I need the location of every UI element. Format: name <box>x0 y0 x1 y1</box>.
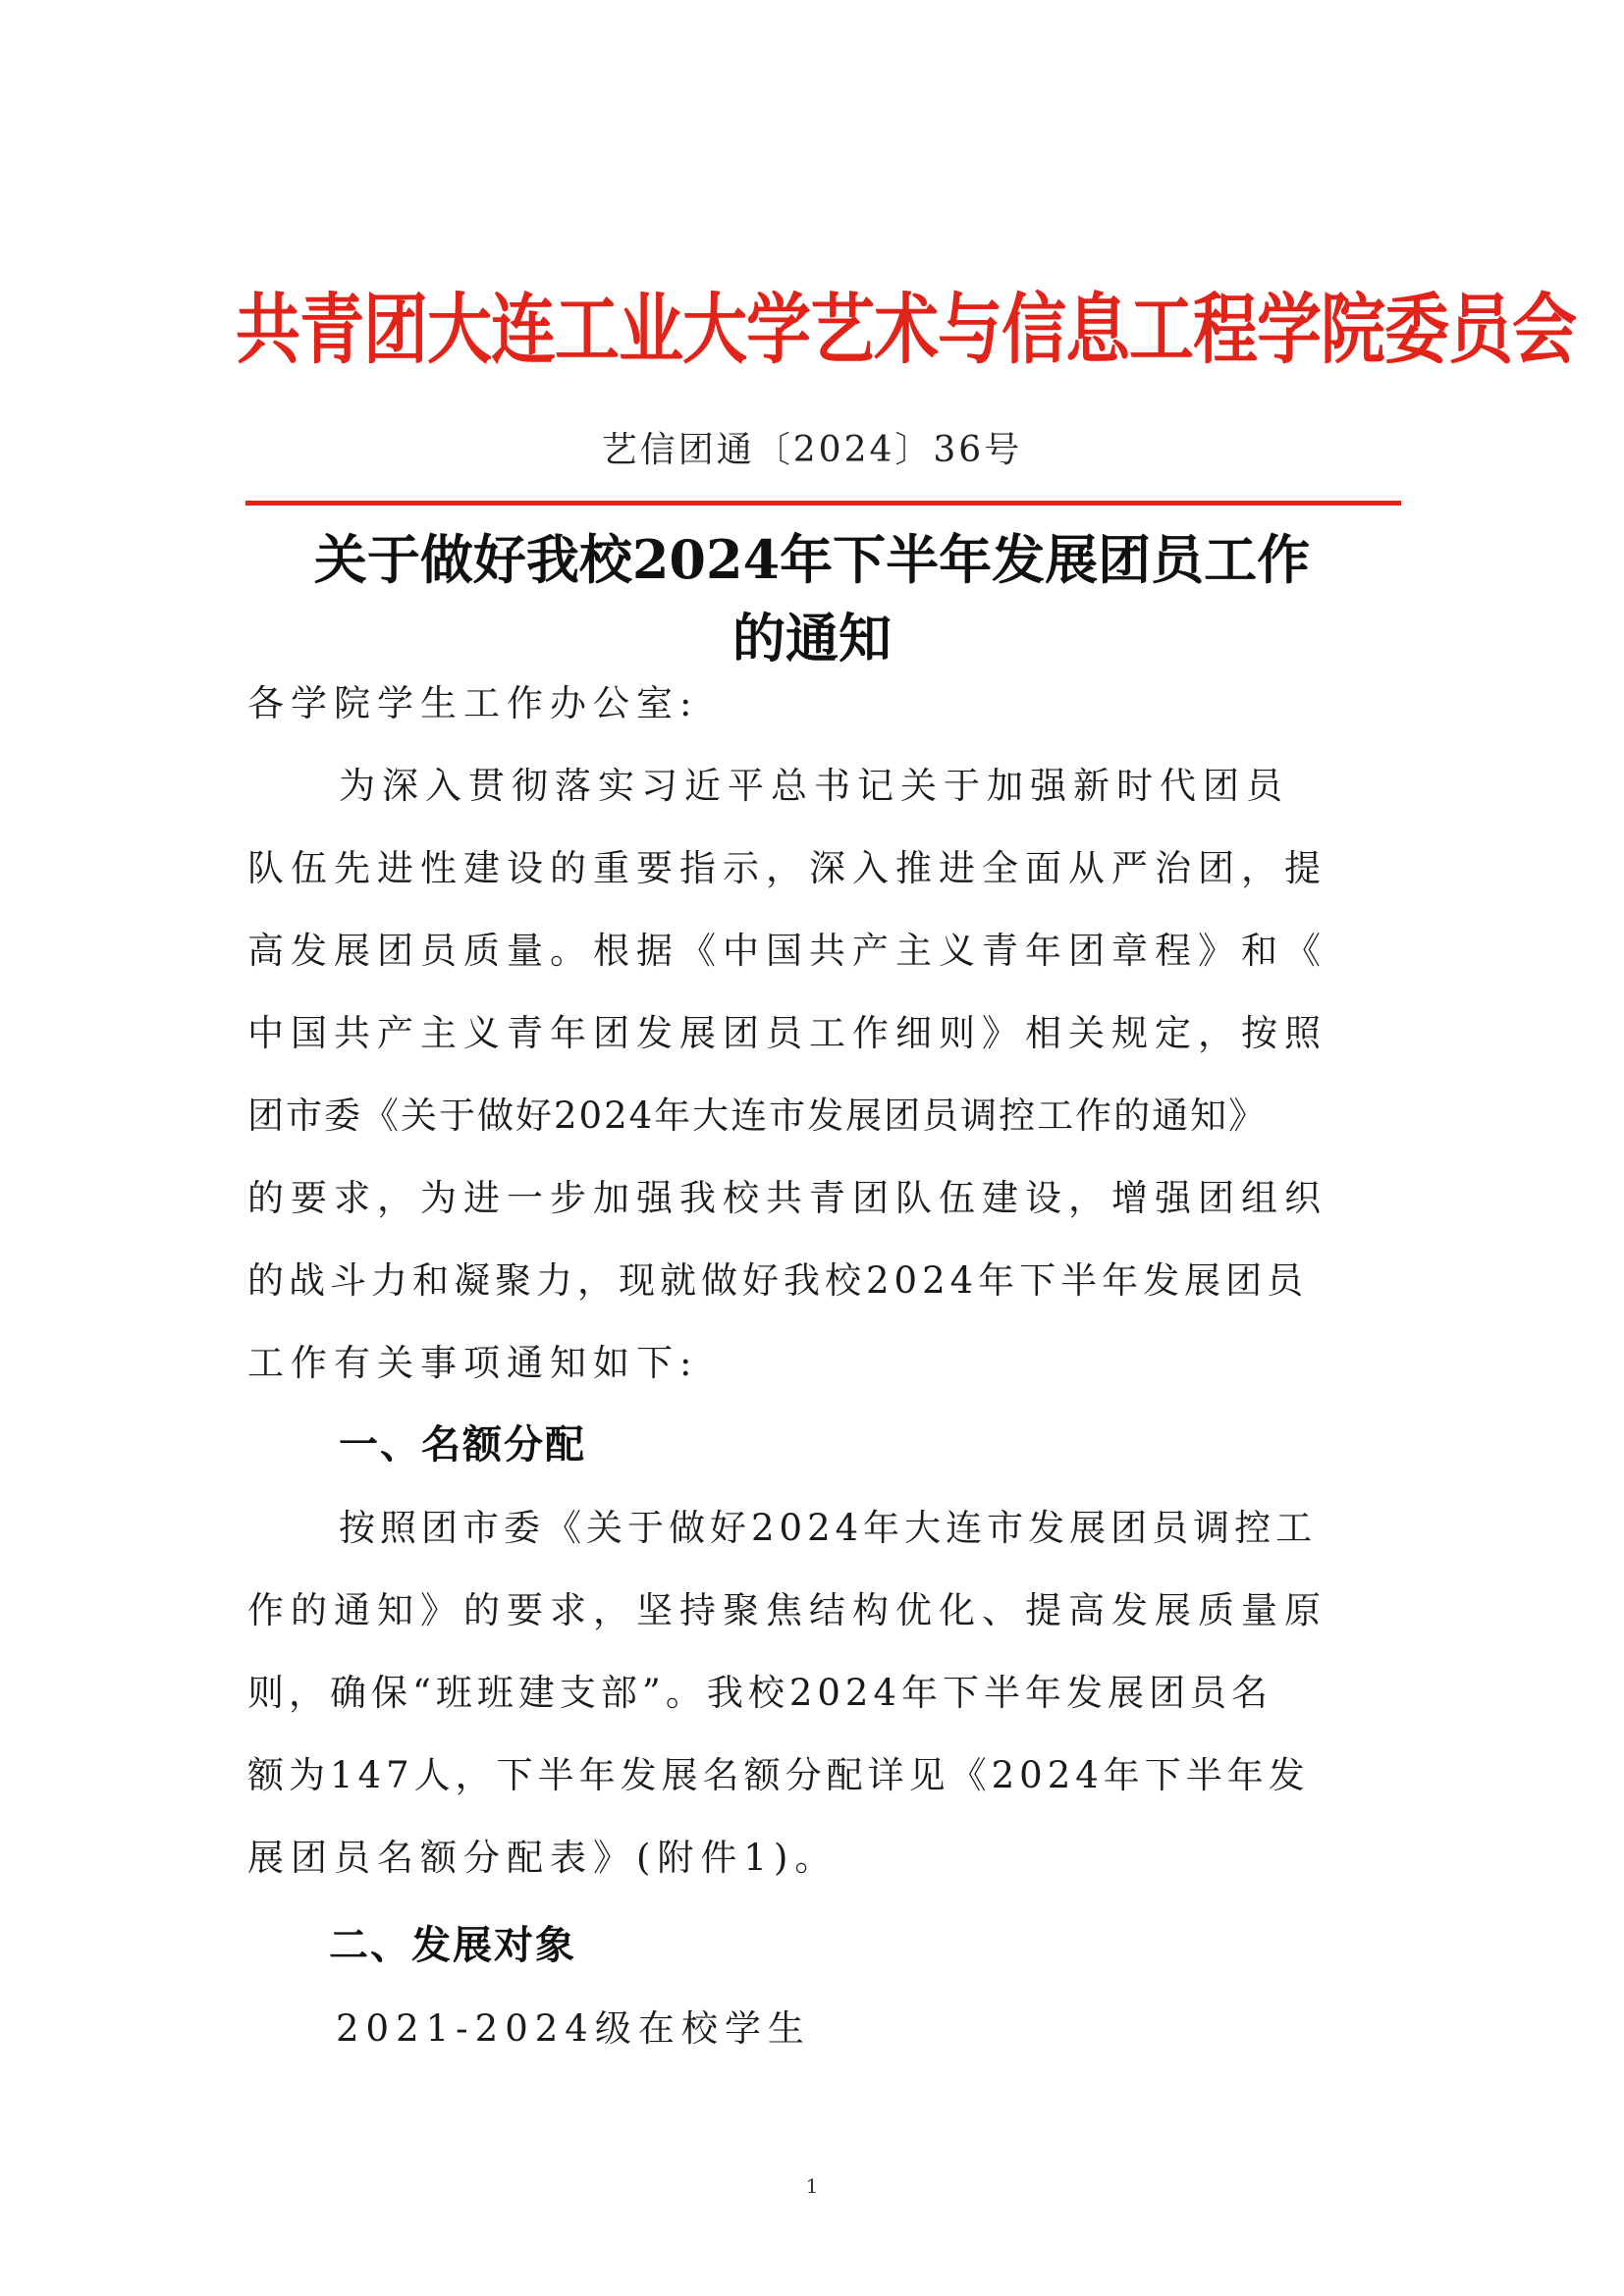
issuing-organization-header: 共青团大连工业大学艺术与信息工程学院委员会 <box>236 285 1576 375</box>
intro-line: 工作有关事项通知如下: <box>247 1342 699 1384</box>
intro-line: 高发展团员质量。根据《中国共产主义青年团章程》和《 <box>247 930 1327 972</box>
section2-line: 2021-2024级在校学生 <box>336 2007 811 2050</box>
salutation: 各学院学生工作办公室: <box>247 682 699 724</box>
intro-line: 为深入贯彻落实习近平总书记关于加强新时代团员 <box>339 765 1289 807</box>
section1-line: 按照团市委《关于做好2024年大连市发展团员调控工 <box>339 1507 1318 1549</box>
document-number: 艺信团通〔2024〕36号 <box>601 430 1023 470</box>
document-title <box>196 520 1428 677</box>
intro-line: 的要求，为进一步加强我校共青团队伍建设，增强团组织 <box>247 1177 1327 1219</box>
section1-line: 额为147人，下半年发展名额分配详见《2024年下半年发 <box>247 1754 1310 1796</box>
page-number: 1 <box>805 2174 819 2198</box>
section-heading-targets: 二、发展对象 <box>329 1923 576 1968</box>
intro-line: 的战斗力和凝聚力，现就做好我校2024年下半年发展团员 <box>247 1259 1309 1302</box>
section1-line: 作的通知》的要求，坚持聚焦结构优化、提高发展质量原 <box>247 1589 1327 1631</box>
intro-line: 队伍先进性建设的重要指示，深入推进全面从严治团，提 <box>247 847 1327 889</box>
red-separator-line <box>245 501 1401 506</box>
section1-line: 则，确保“班班建支部”。我校2024年下半年发展团员名 <box>247 1672 1272 1714</box>
section1-line: 展团员名额分配表》(附件1)。 <box>247 1837 839 1879</box>
intro-line: 中国共产主义青年团发展团员工作细则》相关规定，按照 <box>247 1012 1327 1054</box>
title-line-2: 的通知 <box>732 607 892 669</box>
title-line-1: 关于做好我校2024年下半年发展团员工作 <box>313 528 1311 591</box>
intro-line: 团市委《关于做好2024年大连市发展团员调控工作的通知》 <box>247 1095 1268 1137</box>
section-heading-quota: 一、名额分配 <box>339 1422 586 1468</box>
